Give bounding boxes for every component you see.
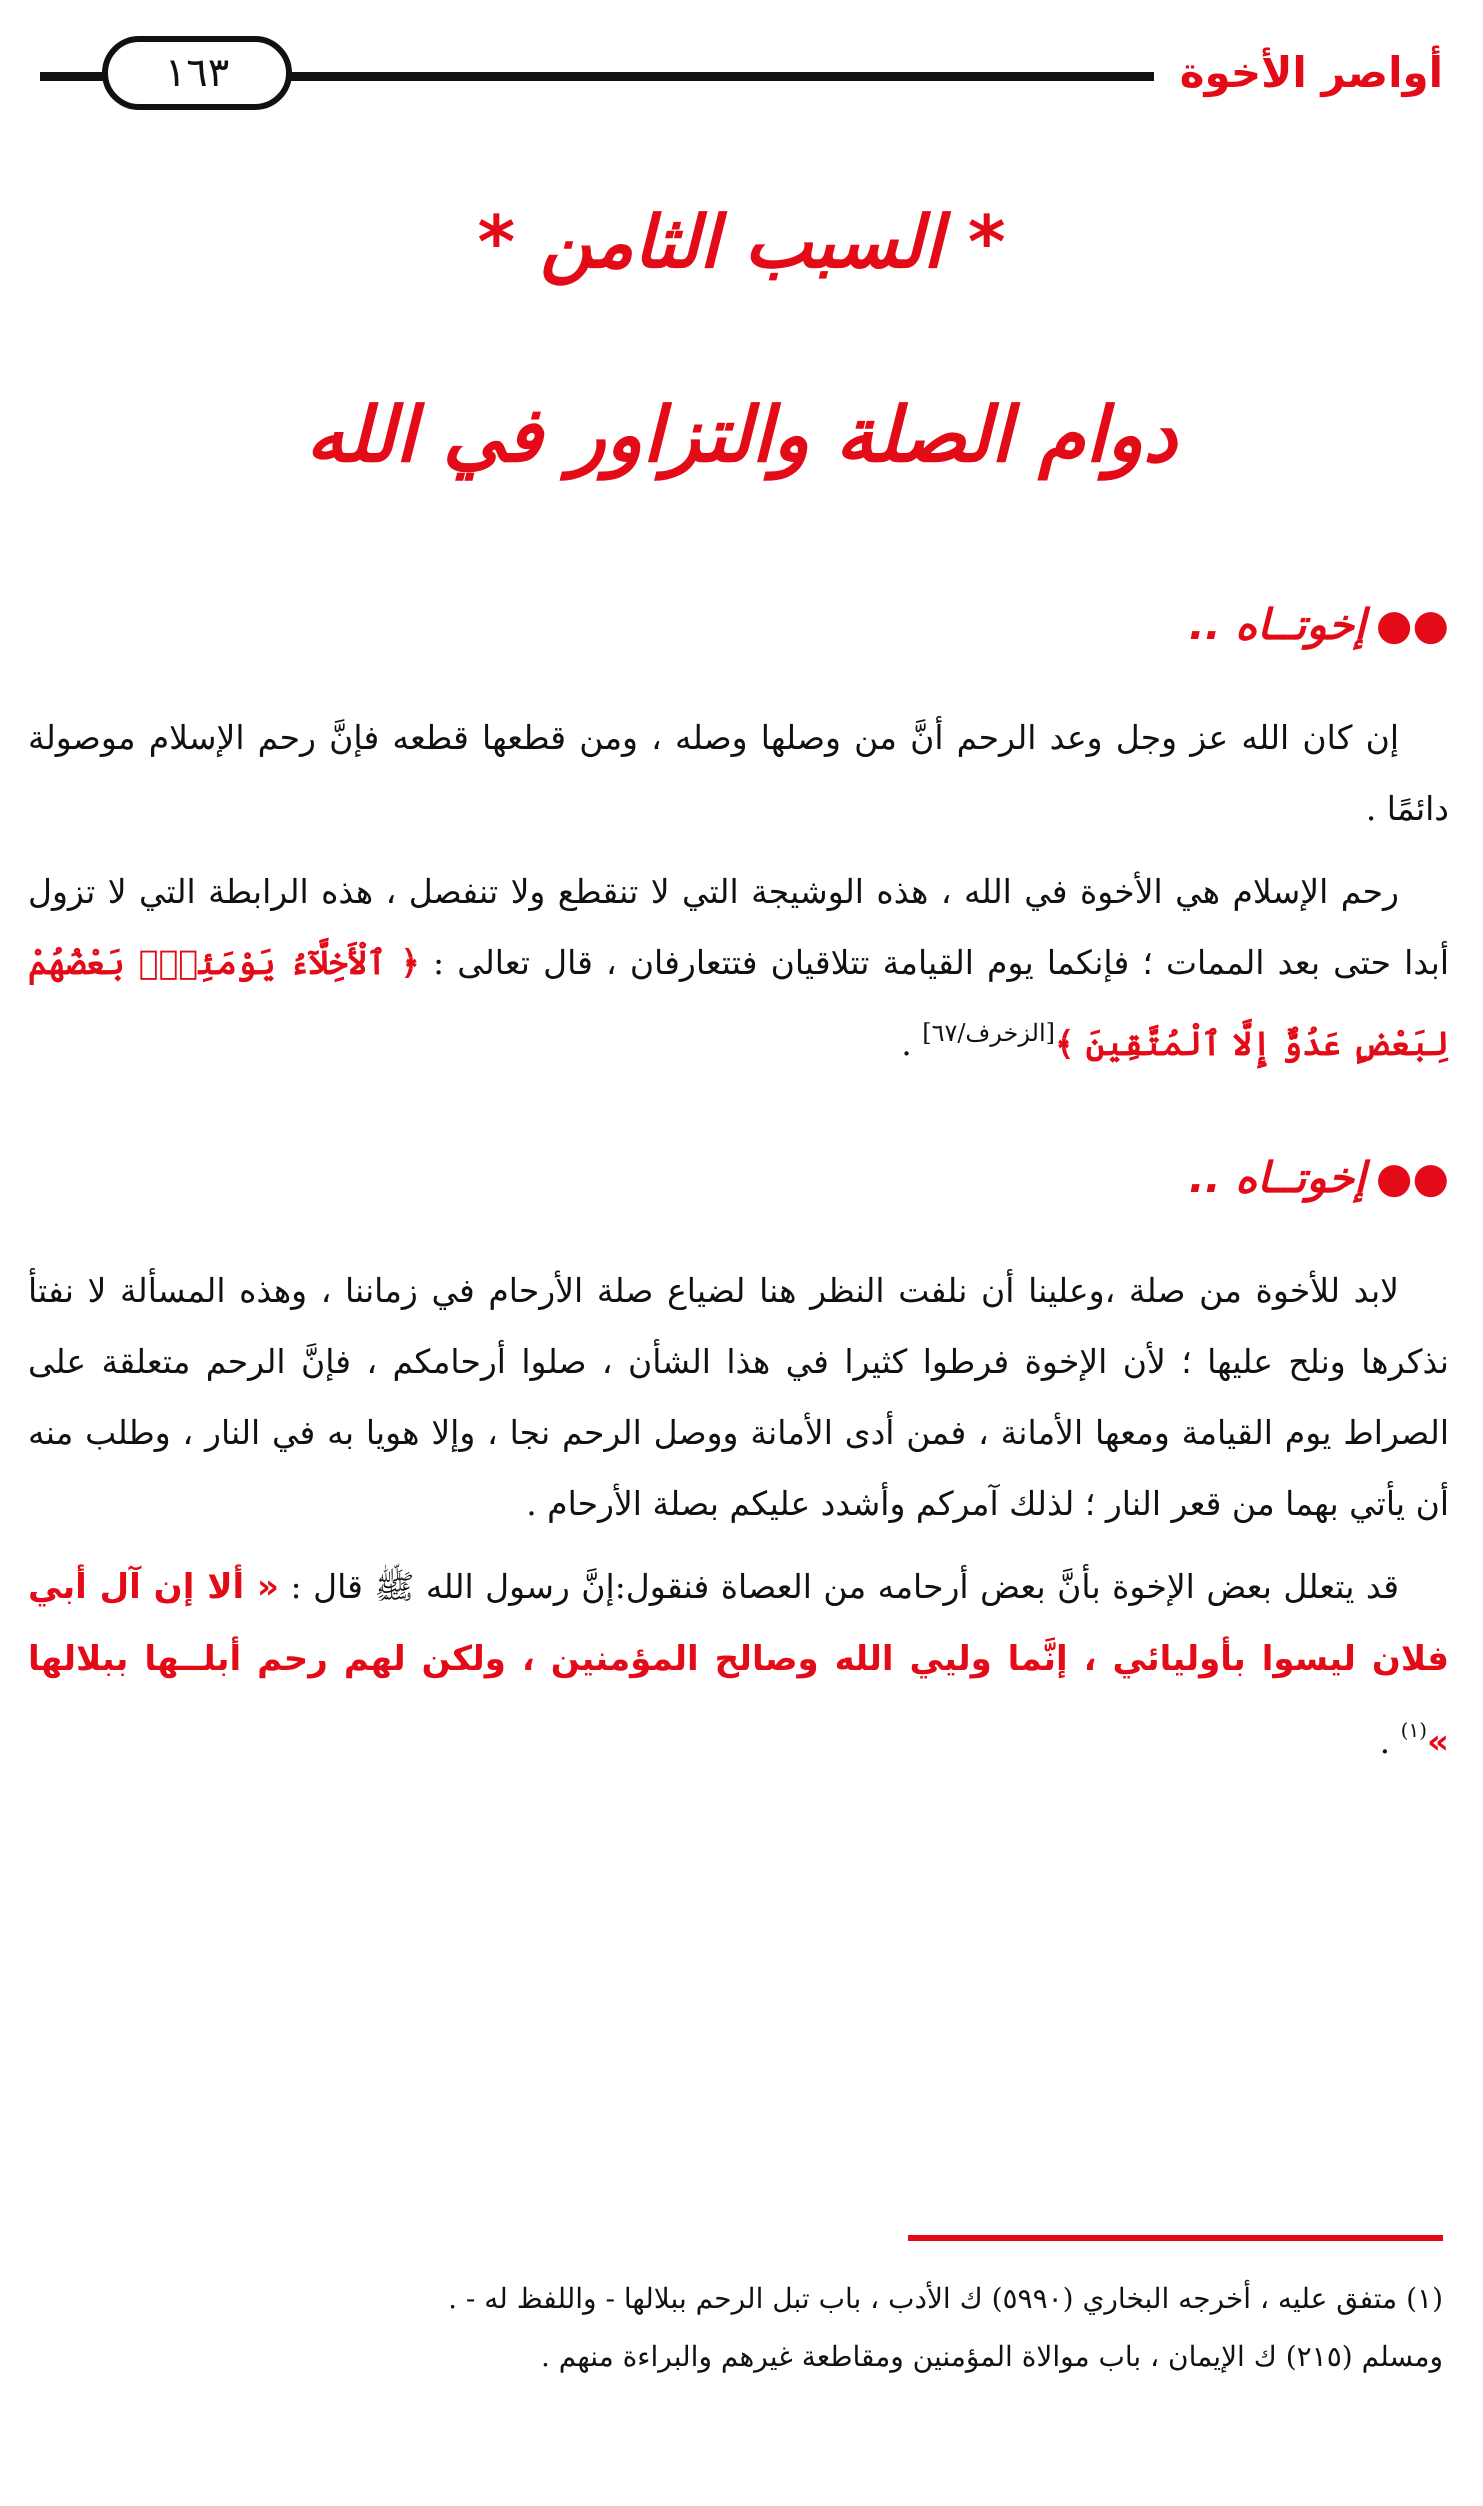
quran-verse: ﴿ ٱلْأَخِلَّآءُ يَوْمَئِذٍۭ بَعْضُهُمْ لِبَعْضٍ عَدُوٌّ إِلَّا ٱلْمُتَّقِينَ ﴾	[28, 943, 1449, 1063]
paragraph: لابد للأخوة من صلة ،وعلينا أن نلفت النظر هنا لضياع صلة الأرحام في زماننا ، وهذه المسألة لا نفتأ نذكرها ونلح عليها ؛ لأن الإخوة فرطوا كثيرا في هذا الشأن ، صلوا أرحامكم ، فإنَّ الرحم متعلقة على الصراط يوم القيامة ومعها الأمانة ، فمن أدى الأمانة ووصل الرحم نجا ، وإلا هويا به في النار ، وطلب منه أن يأتي بهما من قعر النار ؛ لذلك آمركم وأشدد عليكم بصلة الأرحام .	[28, 1271, 1449, 1523]
section-heading-text: إخوتــاه ..	[1188, 600, 1366, 649]
footnote-line: ومسلم (٢١٥) ك الإيمان ، باب موالاة المؤمنين ومقاطعة غيرهم والبراءة منهم .	[540, 2340, 1443, 2373]
footnote-marker: (١)	[1400, 1718, 1428, 1742]
running-header	[40, 28, 1443, 123]
paragraph: إن كان الله عز وجل وعد الرحم أنَّ من وصلها وصله ، ومن قطعها قطعه فإنَّ رحم الإسلام موصولة دائمًا .	[28, 718, 1449, 828]
section-heading-1	[28, 590, 1449, 660]
body-text	[28, 590, 1449, 1790]
paragraph-with-hadith	[28, 1551, 1449, 1778]
footnote-rule	[908, 2235, 1443, 2241]
paragraph-with-quran	[28, 856, 1449, 1079]
book-title: أواصر الأخوة	[1154, 38, 1443, 108]
quran-reference: [الزخرف/٦٧]	[922, 1019, 1055, 1047]
footnotes	[60, 2270, 1443, 2386]
chapter-subtitle: دوام الصلة والتزاور في الله	[306, 390, 1177, 479]
page-number: ١٦٣	[102, 36, 292, 110]
paragraph-end: .	[1379, 1722, 1401, 1761]
section-heading-text: إخوتــاه ..	[1188, 1153, 1366, 1202]
bullet-dots-icon: ●●	[1375, 1153, 1449, 1202]
paragraph-end: .	[901, 1024, 923, 1063]
section-heading-2	[28, 1143, 1449, 1213]
paragraph-text: قد يتعلل بعض الإخوة بأنَّ بعض أرحامه من العصاة فنقول:إنَّ رسول الله ﷺ قال :	[290, 1567, 1399, 1606]
bullet-dots-icon: ●●	[1375, 600, 1449, 649]
hadith-quote: « ألا إن آل أبي فلان ليسوا بأوليائي ، إنَّما وليي الله وصالح المؤمنين ، ولكن لهم رحم أبلــها ببلالها »	[28, 1567, 1449, 1762]
paragraph-text: رحم الإسلام هي الأخوة في الله ، هذه الوشيجة التي لا تنقطع ولا تنفصل ، هذه الرابطة التي لا تزول أبدا حتى بعد الممات ؛ فإنكما يوم القيامة تتلاقيان فتتعارفان ، قال تعالى :	[28, 872, 1450, 982]
chapter-title: * السبب الثامن *	[477, 200, 1006, 284]
footnote-line: (١) متفق عليه ، أخرجه البخاري (٥٩٩٠) ك الأدب ، باب تبل الرحم ببلالها - واللفظ له - .	[448, 2282, 1443, 2315]
